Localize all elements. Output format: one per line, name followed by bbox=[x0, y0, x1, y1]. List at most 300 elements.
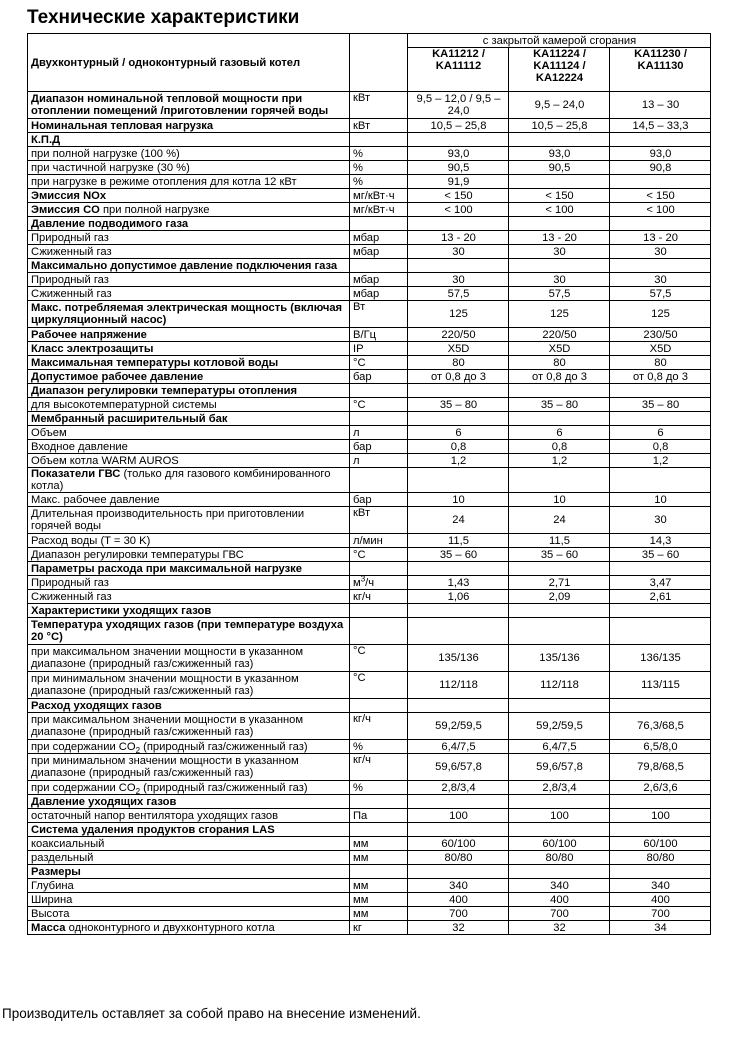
unit-cell: мбар bbox=[350, 231, 408, 245]
unit-cell: мм bbox=[350, 893, 408, 907]
value-cell-model-2: 60/100 bbox=[509, 837, 610, 851]
unit-cell: мм bbox=[350, 851, 408, 865]
value-cell bbox=[610, 604, 711, 618]
value-cell-model-3: 10 bbox=[610, 493, 711, 507]
value-cell-model-2: 6 bbox=[509, 426, 610, 440]
unit-cell: мг/кВт·ч bbox=[350, 189, 408, 203]
table-row bbox=[28, 590, 711, 604]
table-row bbox=[28, 426, 711, 440]
value-cell-model-2: 24 bbox=[509, 507, 610, 534]
row-label: Давление уходящих газов bbox=[28, 795, 350, 809]
value-cell-model-2: 59,6/57,8 bbox=[509, 754, 610, 781]
value-cell-model-1: 35 – 60 bbox=[408, 548, 509, 562]
section-row bbox=[28, 133, 711, 147]
value-cell-model-1: 1,06 bbox=[408, 590, 509, 604]
value-cell-model-3: 6 bbox=[610, 426, 711, 440]
value-cell-model-3: 80 bbox=[610, 356, 711, 370]
row-label: Сжиженный газ bbox=[28, 287, 350, 301]
value-cell-model-3: 125 bbox=[610, 301, 711, 328]
value-cell-model-2: 112/118 bbox=[509, 672, 610, 699]
value-cell bbox=[408, 384, 509, 398]
value-cell-model-3: 1,2 bbox=[610, 454, 711, 468]
section-row bbox=[28, 412, 711, 426]
value-cell bbox=[610, 468, 711, 493]
value-cell-model-3: 340 bbox=[610, 879, 711, 893]
value-cell-model-3: X5D bbox=[610, 342, 711, 356]
value-cell bbox=[509, 133, 610, 147]
unit-cell bbox=[350, 468, 408, 493]
value-cell bbox=[408, 618, 509, 645]
value-cell-model-3: 700 bbox=[610, 907, 711, 921]
table-row bbox=[28, 161, 711, 175]
value-cell-model-1: 80/80 bbox=[408, 851, 509, 865]
value-cell bbox=[610, 133, 711, 147]
value-cell bbox=[509, 217, 610, 231]
value-cell-model-1: 0,8 bbox=[408, 440, 509, 454]
row-label: Диапазон регулировки температуры ГВС bbox=[28, 548, 350, 562]
row-label: при частичной нагрузке (30 %) bbox=[28, 161, 350, 175]
footer-note: Производитель оставляет за собой право на внесение изменений. bbox=[2, 1006, 421, 1021]
row-label-text: одноконтурного и двухконтурного котла bbox=[65, 921, 275, 934]
row-label-bold: Эмиссия CO bbox=[31, 203, 100, 216]
row-label: Размеры bbox=[28, 865, 350, 879]
row-label: Рабочее напряжение bbox=[28, 328, 350, 342]
value-cell-model-2: 57,5 bbox=[509, 287, 610, 301]
row-label: при минимальном значении мощности в указанном диапазоне (природный газ/сжиженный газ) bbox=[28, 754, 350, 781]
row-label: при содержании $CO_2$ (природный газ/сжиженный газ) bbox=[28, 740, 350, 754]
value-cell bbox=[408, 865, 509, 879]
row-label: Сжиженный газ bbox=[28, 590, 350, 604]
value-cell-model-2: 80/80 bbox=[509, 851, 610, 865]
value-cell-model-3: 35 – 60 bbox=[610, 548, 711, 562]
value-cell-model-3: 30 bbox=[610, 245, 711, 259]
value-cell-model-2: 30 bbox=[509, 273, 610, 287]
row-label: Расход воды (T = 30 K) bbox=[28, 534, 350, 548]
section-row bbox=[28, 699, 711, 713]
value-cell-model-1: < 150 bbox=[408, 189, 509, 203]
value-cell bbox=[610, 865, 711, 879]
unit-cell: % bbox=[350, 781, 408, 795]
row-label: Эмиссия NOx bbox=[28, 189, 350, 203]
value-cell-model-2: 10,5 – 25,8 bbox=[509, 119, 610, 133]
section-row bbox=[28, 865, 711, 879]
row-label: Сжиженный газ bbox=[28, 245, 350, 259]
table-row bbox=[28, 493, 711, 507]
row-label: при максимальном значении мощности в указанном диапазоне (природный газ/сжиженный газ) bbox=[28, 713, 350, 740]
unit-cell: мг/кВт·ч bbox=[350, 203, 408, 217]
value-cell-model-2: 10 bbox=[509, 493, 610, 507]
value-cell bbox=[509, 384, 610, 398]
value-cell-model-2: 2,71 bbox=[509, 576, 610, 590]
value-cell-model-2: 80 bbox=[509, 356, 610, 370]
value-cell-model-2: < 100 bbox=[509, 203, 610, 217]
value-cell-model-2: 135/136 bbox=[509, 645, 610, 672]
spec-table-body bbox=[28, 34, 711, 935]
table-row bbox=[28, 370, 711, 384]
value-cell-model-3: 2,61 bbox=[610, 590, 711, 604]
value-cell-model-2: 30 bbox=[509, 245, 610, 259]
row-label: при максимальном значении мощности в указанном диапазоне (природный газ/сжиженный газ) bbox=[28, 645, 350, 672]
row-label: Допустимое рабочее давление bbox=[28, 370, 350, 384]
table-row bbox=[28, 879, 711, 893]
value-cell-model-2: 2,8/3,4 bbox=[509, 781, 610, 795]
value-cell bbox=[610, 217, 711, 231]
unit-cell bbox=[350, 618, 408, 645]
table-row bbox=[28, 273, 711, 287]
table-row bbox=[28, 851, 711, 865]
value-cell-model-1: 125 bbox=[408, 301, 509, 328]
unit-cell: бар bbox=[350, 493, 408, 507]
value-cell-model-2: 11,5 bbox=[509, 534, 610, 548]
value-cell-model-1: 24 bbox=[408, 507, 509, 534]
value-cell-model-1: 59,2/59,5 bbox=[408, 713, 509, 740]
unit-cell: °C bbox=[350, 356, 408, 370]
row-label: Параметры расхода при максимальной нагрузке bbox=[28, 562, 350, 576]
value-cell-model-2: 35 – 60 bbox=[509, 548, 610, 562]
unit-header-cell bbox=[350, 34, 408, 92]
table-row bbox=[28, 287, 711, 301]
value-cell bbox=[610, 412, 711, 426]
value-cell bbox=[408, 412, 509, 426]
value-cell-model-1: 10 bbox=[408, 493, 509, 507]
row-label: при нагрузке в режиме отопления для котла 12 кВт bbox=[28, 175, 350, 189]
value-cell bbox=[610, 562, 711, 576]
value-cell-model-3: 136/135 bbox=[610, 645, 711, 672]
value-cell-model-3: 93,0 bbox=[610, 147, 711, 161]
section-row bbox=[28, 823, 711, 837]
value-cell-model-2 bbox=[509, 175, 610, 189]
value-cell-model-1: 90,5 bbox=[408, 161, 509, 175]
value-cell bbox=[408, 259, 509, 273]
value-cell-model-1: 112/118 bbox=[408, 672, 509, 699]
table-row bbox=[28, 92, 711, 119]
value-cell-model-2: 100 bbox=[509, 809, 610, 823]
table-row bbox=[28, 713, 711, 740]
unit-cell bbox=[350, 823, 408, 837]
value-cell bbox=[509, 823, 610, 837]
unit-cell bbox=[350, 412, 408, 426]
row-label-bold: Показатели ГВС bbox=[31, 468, 121, 480]
table-row bbox=[28, 175, 711, 189]
table-row bbox=[28, 342, 711, 356]
unit-cell bbox=[350, 795, 408, 809]
row-label: Природный газ bbox=[28, 231, 350, 245]
row-label bbox=[28, 203, 350, 217]
table-header-row-group bbox=[28, 34, 711, 48]
table-row bbox=[28, 440, 711, 454]
row-label: коаксиальный bbox=[28, 837, 350, 851]
value-cell-model-3: 57,5 bbox=[610, 287, 711, 301]
unit-cell: бар bbox=[350, 440, 408, 454]
unit-cell bbox=[350, 217, 408, 231]
table-row bbox=[28, 203, 711, 217]
unit-cell: мбар bbox=[350, 287, 408, 301]
value-cell bbox=[408, 795, 509, 809]
value-cell-model-1: 13 - 20 bbox=[408, 231, 509, 245]
table-row bbox=[28, 809, 711, 823]
unit-cell bbox=[350, 133, 408, 147]
value-cell-model-2: 9,5 – 24,0 bbox=[509, 92, 610, 119]
unit-cell: В/Гц bbox=[350, 328, 408, 342]
unit-cell bbox=[350, 604, 408, 618]
row-label: Давление подводимого газа bbox=[28, 217, 350, 231]
table-row bbox=[28, 328, 711, 342]
value-cell-model-1: < 100 bbox=[408, 203, 509, 217]
value-cell-model-3 bbox=[610, 175, 711, 189]
unit-cell: мбар bbox=[350, 245, 408, 259]
unit-cell: % bbox=[350, 161, 408, 175]
value-cell-model-2: 1,2 bbox=[509, 454, 610, 468]
table-row bbox=[28, 398, 711, 412]
value-cell-model-3: 35 – 80 bbox=[610, 398, 711, 412]
row-label: Номинальная тепловая нагрузка bbox=[28, 119, 350, 133]
value-cell-model-1: 1,43 bbox=[408, 576, 509, 590]
value-cell-model-3: 79,8/68,5 bbox=[610, 754, 711, 781]
row-label: Диапазон регулировки температуры отопления bbox=[28, 384, 350, 398]
row-label: Длительная производительность при приготовлении горячей воды bbox=[28, 507, 350, 534]
unit-cell: °C bbox=[350, 672, 408, 699]
unit-cell: л/мин bbox=[350, 534, 408, 548]
value-cell-model-3: < 100 bbox=[610, 203, 711, 217]
value-cell bbox=[408, 699, 509, 713]
value-cell-model-3: 14,3 bbox=[610, 534, 711, 548]
unit-cell: IP bbox=[350, 342, 408, 356]
row-label: Класс электрозащиты bbox=[28, 342, 350, 356]
value-cell-model-1: 100 bbox=[408, 809, 509, 823]
row-label: Диапазон номинальной тепловой мощности при отоплении помещений /приготовлении горячей воды bbox=[28, 92, 350, 119]
value-cell-model-3: 3,47 bbox=[610, 576, 711, 590]
value-cell-model-1: 30 bbox=[408, 273, 509, 287]
row-label: раздельный bbox=[28, 851, 350, 865]
value-cell-model-1: 135/136 bbox=[408, 645, 509, 672]
table-row bbox=[28, 672, 711, 699]
table-row bbox=[28, 576, 711, 590]
row-label: Мембранный расширительный бак bbox=[28, 412, 350, 426]
value-cell-model-2: 35 – 80 bbox=[509, 398, 610, 412]
boiler-type-header: Двухконтурный / одноконтурный газовый котел bbox=[28, 34, 350, 92]
value-cell-model-3: 30 bbox=[610, 273, 711, 287]
value-cell bbox=[408, 562, 509, 576]
value-cell-model-1: 32 bbox=[408, 921, 509, 935]
value-cell-model-1: 10,5 – 25,8 bbox=[408, 119, 509, 133]
table-row bbox=[28, 907, 711, 921]
value-cell-model-3: 400 bbox=[610, 893, 711, 907]
row-label: Природный газ bbox=[28, 273, 350, 287]
value-cell bbox=[509, 699, 610, 713]
row-label: Расход уходящих газов bbox=[28, 699, 350, 713]
value-cell-model-2: < 150 bbox=[509, 189, 610, 203]
unit-cell: Па bbox=[350, 809, 408, 823]
section-row bbox=[28, 618, 711, 645]
unit-cell bbox=[350, 562, 408, 576]
value-cell-model-3: 0,8 bbox=[610, 440, 711, 454]
row-label: Макс. рабочее давление bbox=[28, 493, 350, 507]
value-cell-model-3: 100 bbox=[610, 809, 711, 823]
unit-cell: мм bbox=[350, 907, 408, 921]
row-label: Максимально допустимое давление подключения газа bbox=[28, 259, 350, 273]
value-cell-model-3: 2,6/3,6 bbox=[610, 781, 711, 795]
value-cell-model-1: от 0,8 до 3 bbox=[408, 370, 509, 384]
table-row bbox=[28, 740, 711, 754]
table-row bbox=[28, 356, 711, 370]
section-row bbox=[28, 259, 711, 273]
unit-cell bbox=[350, 699, 408, 713]
row-label: Объем котла WARM AUROS bbox=[28, 454, 350, 468]
unit-cell: Вт bbox=[350, 301, 408, 328]
unit-cell bbox=[350, 384, 408, 398]
unit-cell: мбар bbox=[350, 273, 408, 287]
unit-cell: кВт bbox=[350, 119, 408, 133]
unit-cell bbox=[350, 259, 408, 273]
value-cell-model-3: 90,8 bbox=[610, 161, 711, 175]
value-cell-model-3: 113/115 bbox=[610, 672, 711, 699]
row-label: К.П.Д bbox=[28, 133, 350, 147]
value-cell bbox=[408, 133, 509, 147]
model-header-3: KA11230 / KA11130 bbox=[610, 48, 711, 92]
unit-cell: % bbox=[350, 175, 408, 189]
value-cell bbox=[408, 468, 509, 493]
value-cell-model-1: X5D bbox=[408, 342, 509, 356]
section-row bbox=[28, 384, 711, 398]
value-cell-model-1: 220/50 bbox=[408, 328, 509, 342]
row-label: Объем bbox=[28, 426, 350, 440]
unit-cell: °C bbox=[350, 645, 408, 672]
table-row bbox=[28, 119, 711, 133]
value-cell-model-1: 60/100 bbox=[408, 837, 509, 851]
value-cell bbox=[509, 865, 610, 879]
row-label-text: при полной нагрузке bbox=[99, 203, 210, 216]
value-cell-model-2: 2,09 bbox=[509, 590, 610, 604]
value-cell-model-1: 9,5 – 12,0 / 9,5 – 24,0 bbox=[408, 92, 509, 119]
table-row bbox=[28, 754, 711, 781]
table-row bbox=[28, 837, 711, 851]
value-cell-model-2: 32 bbox=[509, 921, 610, 935]
table-row bbox=[28, 893, 711, 907]
value-cell bbox=[610, 618, 711, 645]
row-label: Ширина bbox=[28, 893, 350, 907]
unit-cell: кг/ч bbox=[350, 590, 408, 604]
value-cell-model-1: 6,4/7,5 bbox=[408, 740, 509, 754]
row-label: при содержании $CO_2$ (природный газ/сжиженный газ) bbox=[28, 781, 350, 795]
row-label-text: (только для газового комбинированного котла) bbox=[31, 468, 331, 492]
row-label: Характеристики уходящих газов bbox=[28, 604, 350, 618]
row-label: Макс. потребляемая электрическая мощность (включая циркуляционный насос) bbox=[28, 301, 350, 328]
value-cell-model-3: 14,5 – 33,3 bbox=[610, 119, 711, 133]
value-cell-model-1: 30 bbox=[408, 245, 509, 259]
value-cell-model-1: 93,0 bbox=[408, 147, 509, 161]
value-cell-model-3: 6,5/8,0 bbox=[610, 740, 711, 754]
value-cell-model-2: 13 - 20 bbox=[509, 231, 610, 245]
value-cell-model-2: X5D bbox=[509, 342, 610, 356]
value-cell-model-2: от 0,8 до 3 bbox=[509, 370, 610, 384]
unit-cell: кг bbox=[350, 921, 408, 935]
value-cell-model-1: 59,6/57,8 bbox=[408, 754, 509, 781]
page-title: Технические характеристики bbox=[27, 7, 300, 28]
row-label bbox=[28, 468, 350, 493]
row-label: остаточный напор вентилятора уходящих газов bbox=[28, 809, 350, 823]
table-row bbox=[28, 231, 711, 245]
value-cell-model-1: 400 bbox=[408, 893, 509, 907]
unit-cell: кг/ч bbox=[350, 713, 408, 740]
value-cell-model-1: 35 – 80 bbox=[408, 398, 509, 412]
table-row bbox=[28, 147, 711, 161]
value-cell-model-3: 30 bbox=[610, 507, 711, 534]
unit-cell: бар bbox=[350, 370, 408, 384]
value-cell bbox=[509, 562, 610, 576]
section-row bbox=[28, 217, 711, 231]
value-cell-model-1: 2,8/3,4 bbox=[408, 781, 509, 795]
table-row bbox=[28, 454, 711, 468]
table-row bbox=[28, 245, 711, 259]
spec-table bbox=[27, 33, 711, 935]
value-cell-model-1: 80 bbox=[408, 356, 509, 370]
section-row bbox=[28, 468, 711, 493]
row-label: Входное давление bbox=[28, 440, 350, 454]
value-cell bbox=[408, 823, 509, 837]
value-cell bbox=[610, 823, 711, 837]
row-label: Глубина bbox=[28, 879, 350, 893]
value-cell-model-3: 13 - 20 bbox=[610, 231, 711, 245]
unit-cell bbox=[350, 865, 408, 879]
section-row bbox=[28, 795, 711, 809]
row-label-bold: Масса bbox=[31, 921, 66, 934]
value-cell bbox=[509, 618, 610, 645]
value-cell bbox=[610, 259, 711, 273]
table-row bbox=[28, 507, 711, 534]
value-cell-model-3: 34 bbox=[610, 921, 711, 935]
section-row bbox=[28, 604, 711, 618]
value-cell-model-3: 80/80 bbox=[610, 851, 711, 865]
value-cell-model-1: 91,9 bbox=[408, 175, 509, 189]
row-label: Система удаления продуктов сгорания LAS bbox=[28, 823, 350, 837]
row-label: при минимальном значении мощности в указанном диапазоне (природный газ/сжиженный газ) bbox=[28, 672, 350, 699]
row-label bbox=[28, 921, 350, 935]
row-label: Высота bbox=[28, 907, 350, 921]
value-cell bbox=[610, 699, 711, 713]
value-cell-model-1: 700 bbox=[408, 907, 509, 921]
unit-cell: °C bbox=[350, 548, 408, 562]
value-cell-model-2: 340 bbox=[509, 879, 610, 893]
value-cell-model-1: 1,2 bbox=[408, 454, 509, 468]
value-cell-model-2: 93,0 bbox=[509, 147, 610, 161]
value-cell-model-1: 6 bbox=[408, 426, 509, 440]
row-label: Максимальная температуры котловой воды bbox=[28, 356, 350, 370]
value-cell-model-3: 13 – 30 bbox=[610, 92, 711, 119]
row-label: для высокотемпературной системы bbox=[28, 398, 350, 412]
value-cell-model-3: < 150 bbox=[610, 189, 711, 203]
unit-cell: % bbox=[350, 147, 408, 161]
value-cell bbox=[509, 468, 610, 493]
value-cell-model-2: 400 bbox=[509, 893, 610, 907]
unit-cell: мм bbox=[350, 837, 408, 851]
value-cell-model-1: 11,5 bbox=[408, 534, 509, 548]
value-cell-model-3: 76,3/68,5 bbox=[610, 713, 711, 740]
value-cell-model-3: 60/100 bbox=[610, 837, 711, 851]
model-header-1: KA11212 / KA11112 bbox=[408, 48, 509, 92]
value-cell bbox=[610, 795, 711, 809]
row-label: Температура уходящих газов (при температуре воздуха 20 °C) bbox=[28, 618, 350, 645]
value-cell-model-3: от 0,8 до 3 bbox=[610, 370, 711, 384]
table-row bbox=[28, 645, 711, 672]
value-cell-model-3: 230/50 bbox=[610, 328, 711, 342]
unit-cell: % bbox=[350, 740, 408, 754]
row-label: при полной нагрузке (100 %) bbox=[28, 147, 350, 161]
table-row bbox=[28, 189, 711, 203]
chamber-group-header: с закрытой камерой сгорания bbox=[408, 34, 711, 48]
value-cell-model-2: 6,4/7,5 bbox=[509, 740, 610, 754]
section-row bbox=[28, 562, 711, 576]
value-cell bbox=[509, 795, 610, 809]
